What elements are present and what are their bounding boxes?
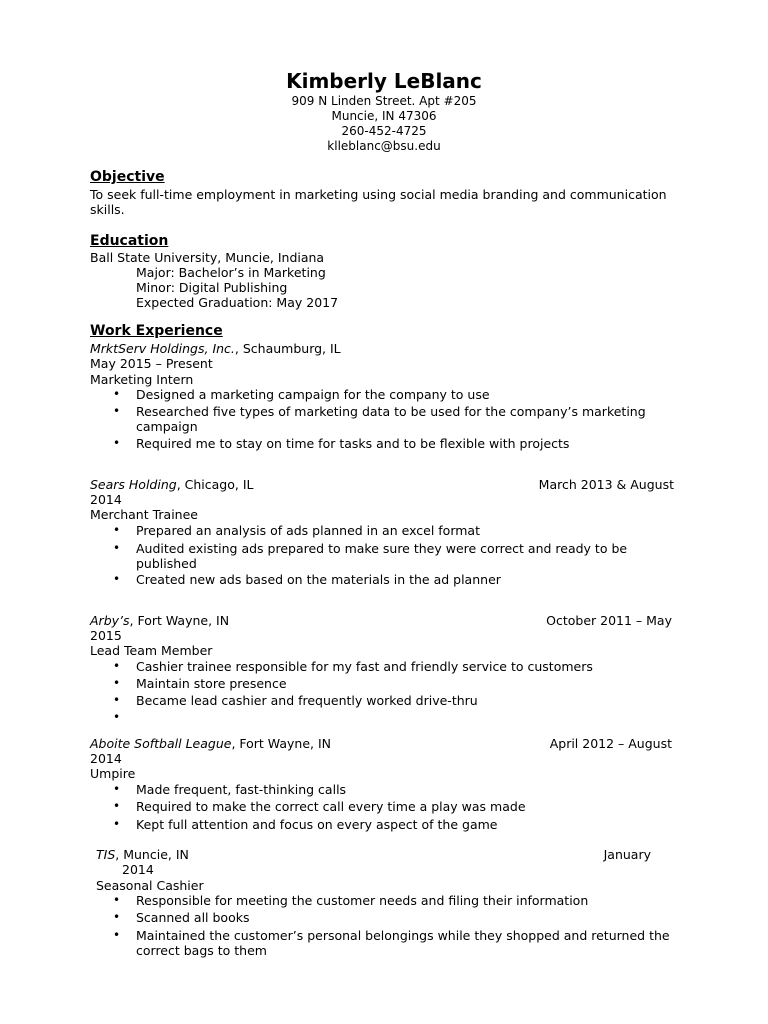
objective-text-line-1: To seek full-time employment in marketing using social media branding and communication: [90, 187, 667, 202]
bullet-glyph: •: [113, 893, 121, 907]
bullet-text: Created new ads based on the materials in the ad planner: [136, 572, 501, 587]
list-item: [0, 523, 768, 538]
job-title: Lead Team Member: [90, 643, 213, 658]
list-item-continuation: [0, 943, 768, 958]
bullet-text: Cashier trainee responsible for my fast and friendly service to customers: [136, 659, 593, 674]
bullet-text: correct bags to them: [136, 943, 267, 958]
bullet-glyph: •: [113, 817, 121, 831]
objective-text-line-2: skills.: [90, 202, 125, 217]
bullet-text: Required to make the correct call every time a play was made: [136, 799, 526, 814]
bullet-text: Kept full attention and focus on every aspect of the game: [136, 817, 498, 832]
job-title: Marketing Intern: [90, 372, 194, 387]
job-company-line: [90, 477, 254, 492]
job-dates: March 2013 & August: [538, 477, 674, 492]
job-company: Arby’s: [90, 613, 130, 628]
bullet-text: Scanned all books: [136, 910, 250, 925]
list-item: [0, 572, 768, 587]
job-location: , Fort Wayne, IN: [129, 613, 230, 628]
list-item: [0, 436, 768, 451]
job-company: Aboite Softball League: [90, 736, 232, 751]
bullet-glyph: •: [113, 693, 121, 707]
address-line-2: Muncie, IN 47306: [331, 109, 437, 123]
job-company-line: [90, 736, 331, 751]
bullet-glyph: •: [113, 928, 121, 942]
bullet-text: Became lead cashier and frequently worked drive-thru: [136, 693, 478, 708]
empty-list-item: [0, 710, 768, 725]
list-item: [0, 910, 768, 925]
list-item: [0, 404, 768, 419]
job-location: , Muncie, IN: [115, 847, 189, 862]
bullet-text: Audited existing ads prepared to make sure they were correct and ready to be: [136, 541, 628, 556]
email-address: klleblanc@bsu.edu: [327, 139, 441, 153]
job-company: Sears Holding: [90, 477, 177, 492]
job-company-line: [90, 341, 341, 356]
job-dates: May 2015 – Present: [90, 356, 213, 371]
job-company-line: [90, 613, 229, 628]
job-company-line: [96, 847, 189, 862]
job-company: TIS: [96, 847, 116, 862]
bullet-glyph: •: [113, 387, 121, 401]
list-item: [0, 893, 768, 908]
bullet-text: Designed a marketing campaign for the company to use: [136, 387, 490, 402]
job-location: , Fort Wayne, IN: [231, 736, 332, 751]
job-company: MrktServ Holdings, Inc.: [90, 341, 235, 356]
list-item: [0, 693, 768, 708]
list-item: [0, 817, 768, 832]
list-item: [0, 676, 768, 691]
list-item: [0, 387, 768, 402]
list-item: [0, 782, 768, 797]
list-item: [0, 799, 768, 814]
list-item: [0, 659, 768, 674]
bullet-glyph: •: [113, 659, 121, 673]
job-dates-continued: 2014: [122, 862, 154, 877]
bullet-glyph: •: [113, 541, 121, 555]
list-item-continuation: [0, 419, 768, 434]
resume-name: Kimberly LeBlanc: [286, 69, 482, 93]
job-location: , Chicago, IL: [176, 477, 254, 492]
job-dates: October 2011 – May: [546, 613, 672, 628]
bullet-text: campaign: [136, 419, 198, 434]
bullet-text: Researched five types of marketing data to be used for the company’s marketing: [136, 404, 646, 419]
education-minor: Minor: Digital Publishing: [136, 280, 288, 295]
education-school: Ball State University, Muncie, Indiana: [90, 250, 325, 265]
bullet-text: Prepared an analysis of ads planned in an excel format: [136, 523, 480, 538]
bullet-text: Required me to stay on time for tasks and to be flexible with projects: [136, 436, 570, 451]
education-major: Major: Bachelor’s in Marketing: [136, 265, 326, 280]
bullet-glyph: •: [113, 572, 121, 586]
bullet-glyph: •: [113, 710, 121, 724]
bullet-glyph: •: [113, 436, 121, 450]
job-dates: April 2012 – August: [549, 736, 672, 751]
bullet-glyph: •: [113, 404, 121, 418]
list-item-continuation: [0, 556, 768, 571]
bullet-glyph: •: [113, 676, 121, 690]
bullet-text: Maintain store presence: [136, 676, 287, 691]
work-experience-heading: Work Experience: [90, 323, 223, 339]
job-dates-continued: 2015: [90, 628, 122, 643]
job-title: Umpire: [90, 766, 136, 781]
objective-heading: Objective: [90, 169, 165, 185]
bullet-text: Made frequent, fast-thinking calls: [136, 782, 347, 797]
education-graduation: Expected Graduation: May 2017: [136, 295, 339, 310]
bullet-glyph: •: [113, 910, 121, 924]
job-title: Merchant Trainee: [90, 507, 198, 522]
bullet-text: Responsible for meeting the customer needs and filing their information: [136, 893, 589, 908]
job-location: , Schaumburg, IL: [234, 341, 341, 356]
address-line-1: 909 N Linden Street. Apt #205: [291, 94, 477, 108]
job-dates-continued: 2014: [90, 751, 122, 766]
list-item: [0, 541, 768, 556]
bullet-glyph: •: [113, 799, 121, 813]
education-heading: Education: [90, 233, 169, 249]
job-dates: January: [603, 847, 651, 862]
bullet-glyph: •: [113, 782, 121, 796]
job-dates-continued: 2014: [90, 492, 122, 507]
bullet-text: Maintained the customer’s personal belongings while they shopped and returned the: [136, 928, 670, 943]
list-item: [0, 928, 768, 943]
phone-number: 260-452-4725: [341, 124, 427, 138]
job-title: Seasonal Cashier: [96, 878, 204, 893]
bullet-glyph: •: [113, 523, 121, 537]
bullet-text: published: [136, 556, 197, 571]
